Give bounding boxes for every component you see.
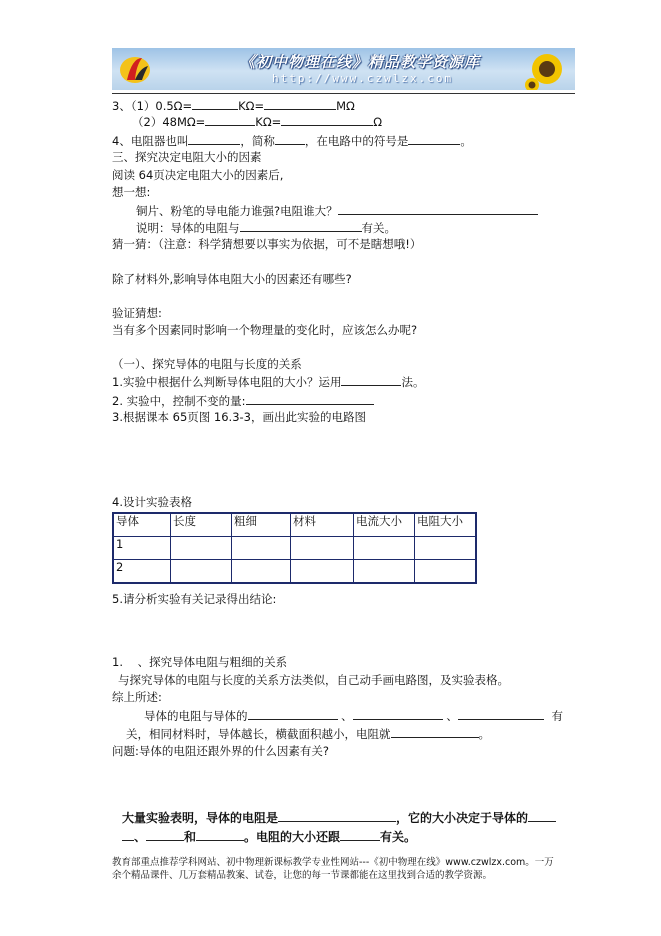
- table-row: [113, 560, 476, 584]
- question-3-circuit: 3.根据课本 65页图 16.3-3，画出此实验的电路图: [112, 410, 366, 424]
- answer-blank: [192, 98, 238, 110]
- table-header-cell: 电阻大小: [415, 513, 477, 537]
- question-5: 5.请分析实验有关记录得出结论:: [112, 592, 277, 606]
- answer-blank: [458, 708, 544, 720]
- conclusion-line-2: 、 和 。电阻的大小还跟 有关。: [122, 829, 416, 844]
- header-rule: [112, 93, 575, 94]
- table-cell: [354, 537, 415, 560]
- copper-question: 铜片、粉笔的导电能力谁强?电阻谁大？: [136, 203, 538, 218]
- answer-blank: [196, 829, 244, 841]
- answer-blank: [338, 203, 538, 215]
- answer-blank: [188, 133, 240, 145]
- summary-line-1: 导体的电阻与导体的 、 、 有: [144, 709, 563, 723]
- answer-blank: [205, 114, 255, 126]
- answer-blank: [341, 374, 401, 386]
- banner-url: http://www.czwlzx.com: [272, 72, 454, 85]
- footer-line-2: 余个精品课件、几万套精品教案、试卷，让您的每一节课都能在这里找到合适的教学资源。: [112, 870, 493, 881]
- answer-blank: [353, 708, 443, 720]
- question-4-table: 4.设计实验表格: [112, 495, 192, 509]
- section-3-title: 三、探究决定电阻大小的因素: [112, 150, 262, 164]
- guess-line: 猜一猜：（注意：科学猜想要以事实为依据，可不是瞎想哦!）: [112, 237, 422, 251]
- answer-blank: [528, 810, 556, 822]
- banner-title: 《初中物理在线》精品教学资源库: [240, 53, 481, 71]
- table-header-cell: 电流大小: [354, 513, 415, 537]
- answer-blank: [264, 98, 336, 110]
- summary-line-2: 关，相同材料时，导体越长，横截面积越小，电阻就 。: [126, 727, 490, 741]
- table-header-row: [113, 513, 476, 537]
- think-label: 想一想:: [112, 185, 151, 199]
- header-banner: [112, 48, 575, 90]
- answer-blank: [275, 133, 305, 145]
- table-cell: [415, 560, 477, 584]
- table-cell: [291, 560, 354, 584]
- explain-line: 说明：导体的电阻与 有关。: [136, 221, 396, 235]
- part-1-title: （一）、探究导体的电阻与长度的关系: [112, 357, 302, 371]
- besides-question: 除了材料外,影响导体电阻大小的因素还有哪些?: [112, 272, 352, 286]
- table-cell: [354, 560, 415, 584]
- question-1: 1.实验中根据什么判断导体电阻的大小？运用 法。: [112, 375, 425, 389]
- question-4: 4、电阻器也叫 ，简称 ，在电路中的符号是 。: [112, 134, 472, 148]
- multi-factor-question: 当有多个因素同时影响一个物理量的变化时，应该怎么办呢?: [112, 323, 418, 337]
- answer-blank: [146, 829, 184, 841]
- conclusion-line-1: 大量实验表明，导体的电阻是 ，它的大小决定于导体的: [122, 810, 556, 825]
- table-header-cell: 长度: [171, 513, 232, 537]
- answer-blank: [281, 114, 373, 126]
- table-header-cell: 材料: [291, 513, 354, 537]
- reading-line: 阅读 64页决定电阻大小的因素后,: [112, 168, 284, 182]
- answer-blank: [391, 726, 479, 738]
- footer-line-1: 教育部重点推荐学科网站、初中物理新课标教学专业性网站---《初中物理在线》www.czwlzx.com。一万: [112, 857, 554, 868]
- answer-blank: [246, 393, 374, 405]
- experiment-table: [112, 512, 477, 584]
- table-cell: [415, 537, 477, 560]
- table-header-cell: 粗细: [232, 513, 291, 537]
- problem-question: 问题:导体的电阻还跟外界的什么因素有关?: [112, 744, 329, 758]
- table-cell: [232, 537, 291, 560]
- answer-blank: [240, 220, 362, 232]
- table-cell: [171, 560, 232, 584]
- answer-blank: [340, 829, 380, 841]
- answer-blank: [408, 133, 460, 145]
- summary-label: 综上所述:: [112, 690, 162, 704]
- question-3b: （2）48MΩ= KΩ= Ω: [132, 115, 383, 129]
- answer-blank: [248, 708, 338, 720]
- table-cell: 1: [113, 537, 171, 560]
- table-row: [113, 537, 476, 560]
- table-cell: [291, 537, 354, 560]
- sunflower-icon: [525, 51, 569, 90]
- verify-label: 验证猜想:: [112, 306, 162, 320]
- answer-blank: [122, 829, 134, 841]
- answer-blank: [278, 810, 396, 822]
- table-cell: [171, 537, 232, 560]
- table-cell: [232, 560, 291, 584]
- part-2-title: 1. 、探究导体电阻与粗细的关系: [112, 655, 288, 669]
- logo-icon: [118, 52, 152, 86]
- similar-method-line: 与探究导体的电阻与长度的关系方法类似，自己动手画电路图，及实验表格。: [118, 673, 509, 687]
- question-2: 2. 实验中，控制不变的量:: [112, 393, 374, 408]
- table-cell: 2: [113, 560, 171, 584]
- table-header-cell: 导体: [113, 513, 171, 537]
- question-3: 3、（1）0.5Ω= KΩ= MΩ: [112, 99, 355, 113]
